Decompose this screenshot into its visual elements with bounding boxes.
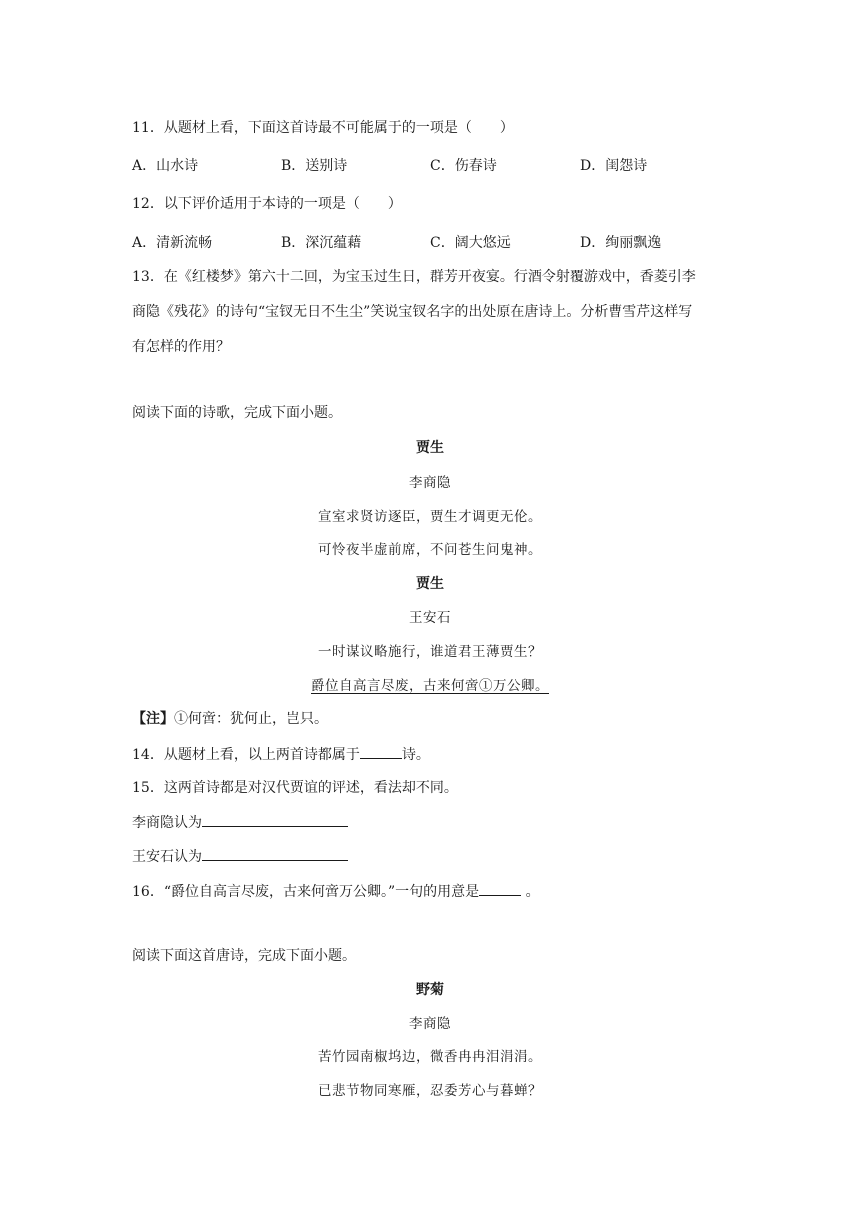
note	[132, 709, 328, 729]
q16-prefix: 16．“爵位自高言尽废，古来何啻万公卿。”一句的用意是	[132, 884, 480, 900]
q11-option-a: A．山水诗	[132, 158, 199, 174]
question-13-line-1: 13．在《红楼梦》第六十二回，为宝玉过生日，群芳开夜宴。行酒令射覆游戏中，香菱引李	[132, 269, 696, 285]
q15-line-b	[132, 846, 348, 867]
poem2-line-2-text: 爵位自高言尽废，古来何啻①万公卿。	[311, 678, 549, 694]
q12-option-b: B．深沉蕴藉	[281, 235, 362, 251]
poem2-title: 贾生	[416, 576, 444, 592]
q11-option-b: B．送别诗	[281, 158, 348, 174]
poem2-line-1: 一时谋议略施行，谁道君王薄贾生？	[318, 644, 542, 660]
q14-prefix: 14．从题材上看，以上两首诗都属于	[132, 747, 360, 763]
q12-option-c: C．阔大悠远	[430, 235, 511, 251]
q11-option-d: D．闺怨诗	[580, 158, 648, 174]
q15-b-blank[interactable]	[202, 846, 348, 861]
q16-suffix: 。	[521, 884, 540, 900]
q15-a-blank[interactable]	[202, 812, 348, 827]
section3-intro: 阅读下面这首唐诗，完成下面小题。	[132, 948, 356, 964]
poem1-line-2: 可怜夜半虚前席，不问苍生问鬼神。	[318, 542, 542, 558]
question-14	[132, 744, 430, 765]
note-text: ①何啻：犹何止，岂只。	[174, 711, 328, 727]
q16-answer-blank[interactable]	[479, 881, 521, 896]
question-15: 15．这两首诗都是对汉代贾谊的评述，看法却不同。	[132, 780, 458, 796]
poem3-author: 李商隐	[409, 1016, 451, 1032]
poem2-author: 王安石	[409, 610, 451, 626]
poem1-line-1: 宣室求贤访逐臣，贾生才调更无伦。	[318, 509, 542, 525]
poem3-line-1: 苦竹园南椒坞边，微香冉冉泪涓涓。	[318, 1049, 542, 1065]
question-12: 12．以下评价适用于本诗的一项是（ ）	[132, 196, 402, 212]
poem2-line-2	[0, 676, 860, 696]
question-16	[132, 881, 540, 902]
poem1-author: 李商隐	[409, 475, 451, 491]
poem3-title: 野菊	[416, 982, 444, 998]
q15-b-label: 王安石认为	[132, 849, 202, 865]
question-13-line-2: 商隐《残花》的诗句“宝钗无日不生尘”笑说宝钗名字的出处原在唐诗上。分析曹雪芹这样写	[132, 304, 693, 320]
section2-intro: 阅读下面的诗歌，完成下面小题。	[132, 405, 342, 421]
q11-option-c: C．伤春诗	[430, 158, 497, 174]
q14-suffix: 诗。	[401, 747, 430, 763]
q14-answer-blank[interactable]	[360, 744, 402, 759]
q12-option-d: D．绚丽飘逸	[580, 235, 662, 251]
q15-line-a	[132, 812, 348, 833]
poem1-title: 贾生	[416, 440, 444, 456]
question-13-line-3: 有怎样的作用？	[132, 339, 230, 355]
question-11: 11．从题材上看，下面这首诗最不可能属于的一项是（ ）	[132, 120, 514, 136]
note-label: 【注】	[132, 711, 174, 727]
q15-a-label: 李商隐认为	[132, 815, 202, 831]
poem3-line-2: 已悲节物同寒雁，忍委芳心与暮蝉？	[318, 1083, 542, 1099]
q12-option-a: A．清新流畅	[132, 235, 213, 251]
